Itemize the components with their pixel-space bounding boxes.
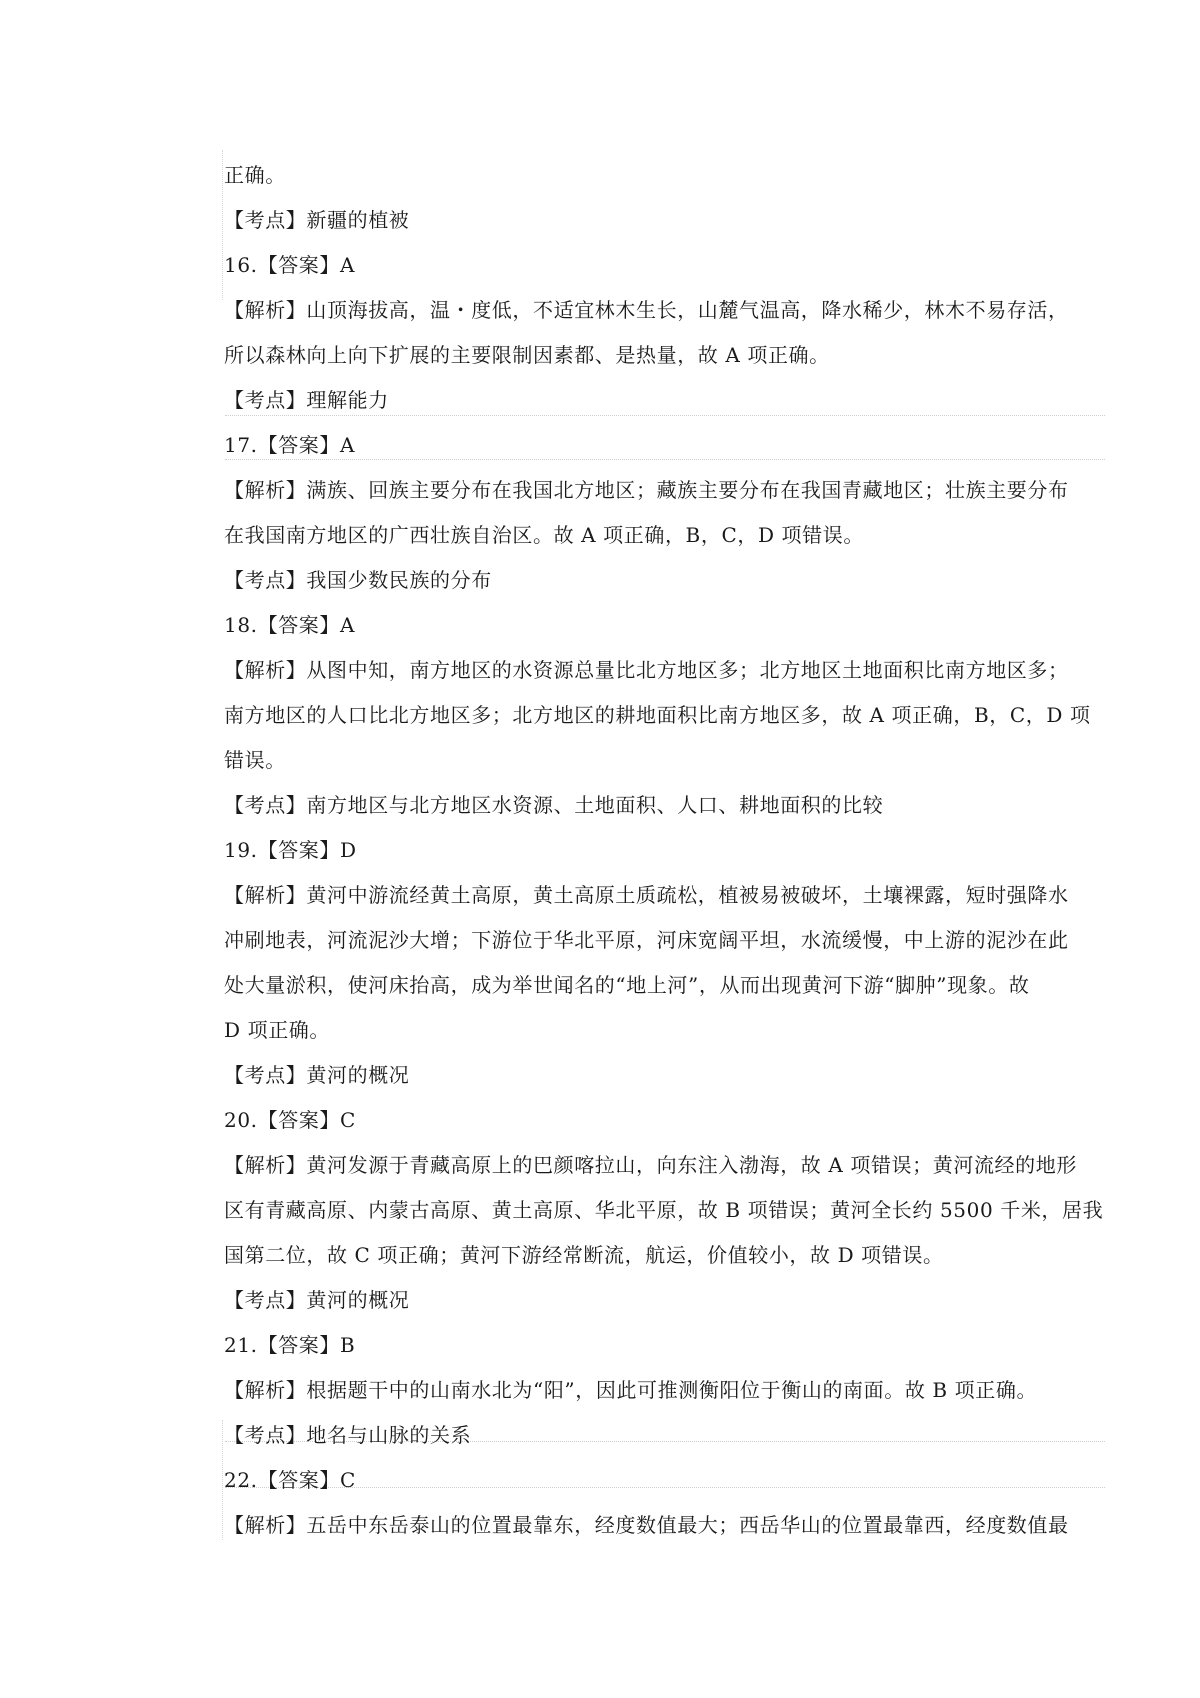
kaodian-line: 【考点】黄河的概况 — [224, 1288, 410, 1312]
text-line: 冲刷地表，河流泥沙大增；下游位于华北平原，河床宽阔平坦，水流缓慢，中上游的泥沙在此 — [224, 928, 1069, 952]
answer-line: 16.【答案】A — [224, 253, 356, 277]
scan-dotted-line — [225, 415, 1105, 416]
kaodian-line: 【考点】黄河的概况 — [224, 1063, 410, 1087]
answer-line: 22.【答案】C — [224, 1468, 356, 1492]
scan-margin-line — [222, 150, 223, 300]
text-line: 处大量淤积，使河床抬高，成为举世闻名的“地上河”，从而出现黄河下游“脚肿”现象。故 — [224, 973, 1030, 997]
answer-line: 17.【答案】A — [224, 433, 356, 457]
analysis-line: 【解析】黄河发源于青藏高原上的巴颜喀拉山，向东注入渤海，故 A 项错误；黄河流经的地形 — [224, 1153, 1077, 1177]
kaodian-line: 【考点】理解能力 — [224, 388, 389, 412]
text-line: 在我国南方地区的广西壮族自治区。故 A 项正确，B，C，D 项错误。 — [224, 523, 864, 547]
answer-line: 20.【答案】C — [224, 1108, 356, 1132]
kaodian-line: 【考点】地名与山脉的关系 — [224, 1423, 472, 1447]
text-line: 南方地区的人口比北方地区多；北方地区的耕地面积比南方地区多，故 A 项正确，B，C，D 项 — [224, 703, 1091, 727]
text-line: 所以森林向上向下扩展的主要限制因素都、是热量，故 A 项正确。 — [224, 343, 830, 367]
kaodian-line: 【考点】新疆的植被 — [224, 208, 410, 232]
text-line: D 项正确。 — [224, 1018, 330, 1042]
answer-line: 19.【答案】D — [224, 838, 357, 862]
analysis-line: 【解析】从图中知，南方地区的水资源总量比北方地区多；北方地区土地面积比南方地区多； — [224, 658, 1069, 682]
kaodian-line: 【考点】南方地区与北方地区水资源、土地面积、人口、耕地面积的比较 — [224, 793, 884, 817]
analysis-line: 【解析】五岳中东岳泰山的位置最靠东，经度数值最大；西岳华山的位置最靠西，经度数值最 — [224, 1513, 1069, 1537]
scan-dotted-line — [225, 459, 1105, 460]
text-line: 错误。 — [224, 748, 286, 772]
kaodian-line: 【考点】我国少数民族的分布 — [224, 568, 492, 592]
analysis-line: 【解析】山顶海拔高，温・度低，不适宜林木生长，山麓气温高，降水稀少，林木不易存活， — [224, 298, 1069, 322]
text-line: 正确。 — [224, 163, 286, 187]
text-line: 区有青藏高原、内蒙古高原、黄土高原、华北平原，故 B 项错误；黄河全长约 5500 千米，居我 — [224, 1198, 1104, 1222]
answer-line: 18.【答案】A — [224, 613, 356, 637]
text-line: 国第二位，故 C 项正确；黄河下游经常断流，航运，价值较小，故 D 项错误。 — [224, 1243, 944, 1267]
analysis-line: 【解析】满族、回族主要分布在我国北方地区；藏族主要分布在我国青藏地区；壮族主要分布 — [224, 478, 1069, 502]
scan-margin-line — [222, 1420, 223, 1540]
answer-line: 21.【答案】B — [224, 1333, 356, 1357]
analysis-line: 【解析】根据题干中的山南水北为“阳”，因此可推测衡阳位于衡山的南面。故 B 项正确。 — [224, 1378, 1038, 1402]
analysis-line: 【解析】黄河中游流经黄土高原，黄土高原土质疏松，植被易被破坏，土壤裸露，短时强降水 — [224, 883, 1069, 907]
